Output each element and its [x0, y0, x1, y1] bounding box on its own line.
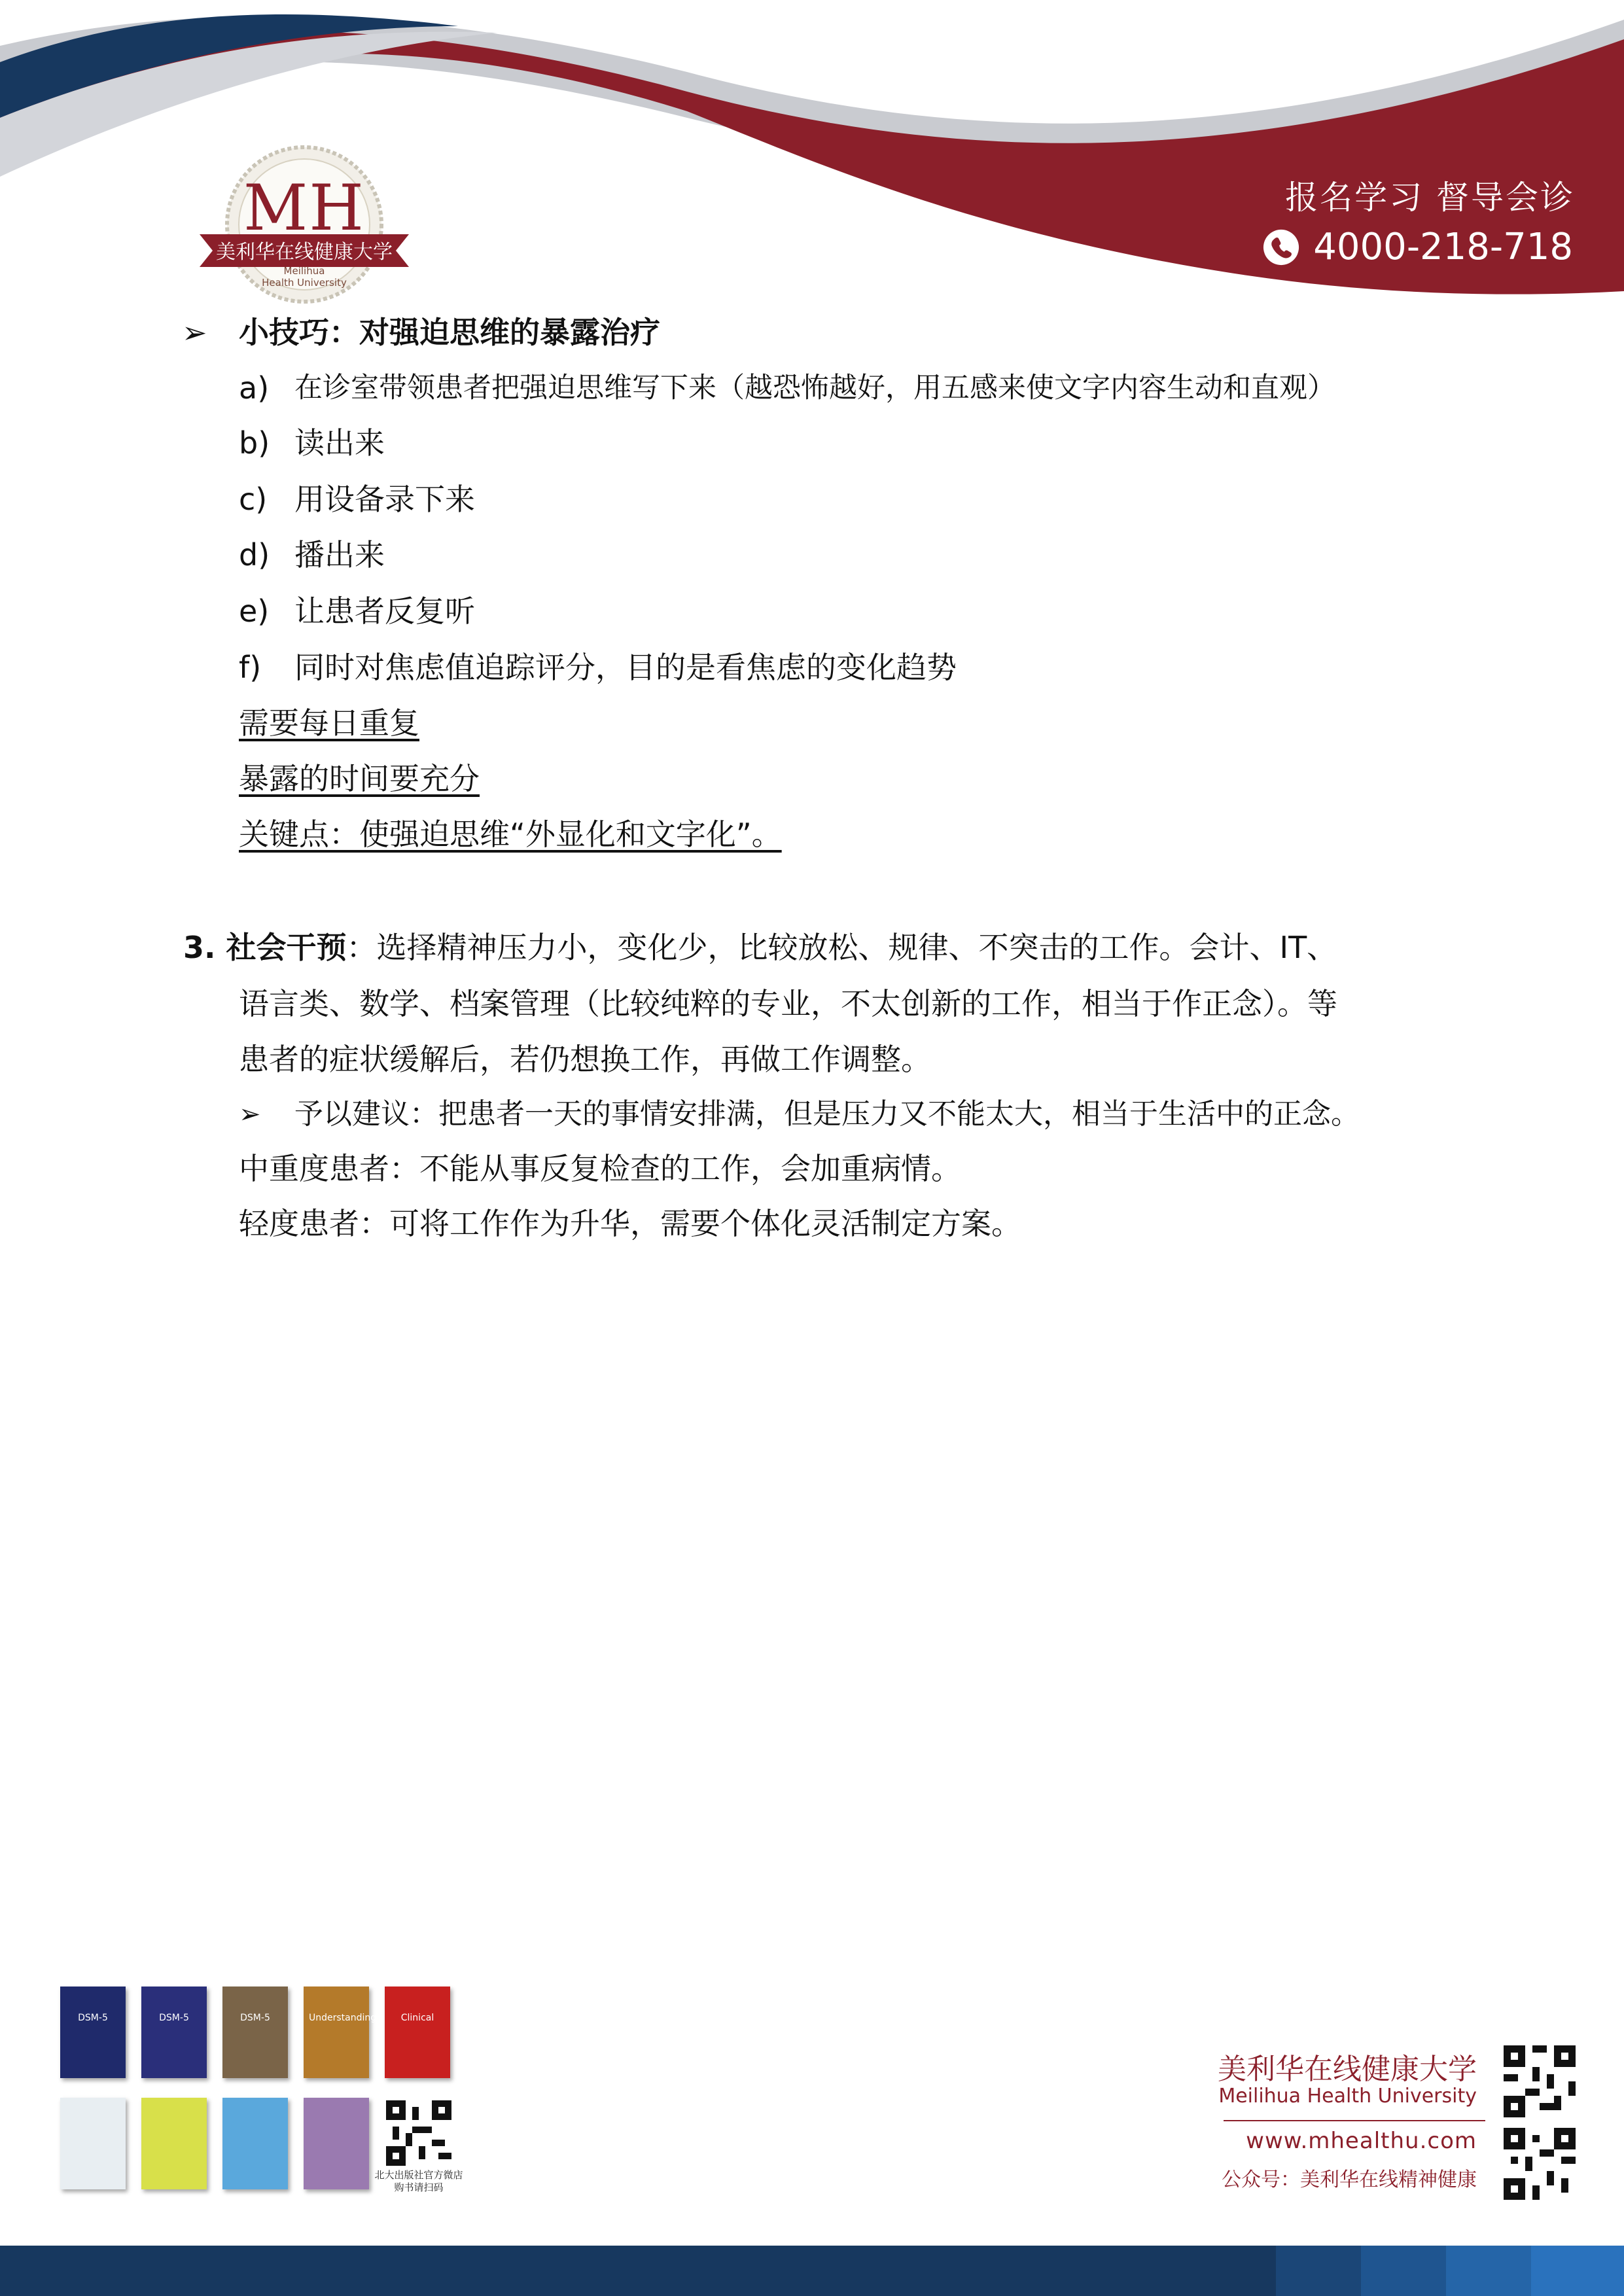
book-cover[interactable] [304, 2098, 369, 2189]
section3-suggestion: 予以建议：把患者一天的事情安排满，但是压力又不能太大，相当于生活中的正念。 [294, 1097, 1360, 1131]
header-tagline: 报名学习 督导会诊 [1285, 179, 1575, 217]
footer-divider [1224, 2120, 1485, 2121]
tip-item-letter: e) [239, 593, 270, 629]
suggestion-bullet-arrow-icon: ➢ [239, 1099, 261, 1129]
logo-name-en [196, 265, 412, 289]
tip-item-text: 同时对焦虑值追踪评分，目的是看焦虑的变化趋势 [294, 650, 957, 685]
logo-name-cn: 美利华在线健康大学 [216, 241, 393, 264]
book-cover[interactable] [222, 2098, 288, 2189]
tip-item-text: 在诊室带领患者把强迫思维写下来（越恐怖越好，用五感来使文字内容生动和直观） [294, 372, 1335, 404]
tip-item-text: 用设备录下来 [294, 482, 475, 517]
book-cover[interactable]: DSM-5 [222, 1987, 288, 2078]
section3-heading: 3. 社会干预 [183, 930, 347, 965]
tip-item-letter: a) [239, 370, 270, 406]
tip-item-text: 让患者反复听 [294, 593, 475, 629]
header-phone [1262, 226, 1573, 268]
tip-item-letter: b) [239, 425, 270, 461]
tip-title: 小技巧：对强迫思维的暴露治疗 [239, 315, 660, 350]
book-cover[interactable]: Clinical [385, 1987, 450, 2078]
section3-first-line [183, 928, 1337, 967]
section3-line3: 患者的症状缓解后，若仍想换工作，再做工作调整。 [239, 1042, 931, 1077]
bookstore-qr-caption: 北大出版社官方微店 购书请扫码 [374, 2169, 463, 2193]
logo-name-en-line1: Meilihua [283, 265, 325, 277]
book-cover[interactable]: DSM-5 [60, 1987, 126, 2078]
tip-note: 关键点：使强迫思维“外显化和文字化”。 [239, 817, 782, 852]
tip-item-text: 播出来 [294, 537, 385, 573]
footer-url[interactable]: www.mhealthu.com [1246, 2128, 1477, 2154]
tip-bullet-arrow-icon: ➢ [182, 315, 207, 350]
footer-university-cn: 美利华在线健康大学 [1218, 2053, 1477, 2086]
phone-number: 4000-218-718 [1313, 226, 1573, 268]
tip-item-letter: c) [239, 482, 268, 517]
section3-mild: 轻度患者：可将工作作为升华，需要个体化灵活制定方案。 [239, 1206, 1021, 1241]
section3-severe: 中重度患者：不能从事反复检查的工作，会加重病情。 [239, 1151, 961, 1186]
section3-line1: ：选择精神压力小，变化少，比较放松、规律、不突击的工作。会计、IT、 [346, 930, 1337, 965]
book-cover[interactable] [141, 2098, 207, 2189]
wechat-qr-code-bottom[interactable] [1504, 2128, 1576, 2200]
footer-bar [0, 2246, 1624, 2296]
tip-note: 暴露的时间要充分 [239, 761, 480, 796]
phone-icon [1262, 228, 1300, 266]
book-cover[interactable]: Understanding [304, 1987, 369, 2078]
footer-university-en: Meilihua Health University [1218, 2085, 1477, 2108]
logo-letters: MH [243, 171, 365, 245]
wechat-qr-code-top[interactable] [1504, 2045, 1576, 2117]
book-cover[interactable] [60, 2098, 126, 2189]
logo-name-en-line2: Health University [262, 277, 347, 289]
tip-item-letter: d) [239, 537, 270, 573]
book-cover[interactable]: DSM-5 [141, 1987, 207, 2078]
tip-item-letter: f) [239, 650, 262, 685]
section3-line2: 语言类、数学、档案管理（比较纯粹的专业，不太创新的工作，相当于作正念）。等 [239, 986, 1337, 1021]
tip-note: 需要每日重复 [239, 705, 419, 741]
tip-item-text: 读出来 [294, 425, 385, 461]
bookstore-qr-code[interactable] [386, 2100, 451, 2166]
footer-wechat: 公众号：美利华在线精神健康 [1222, 2168, 1477, 2191]
